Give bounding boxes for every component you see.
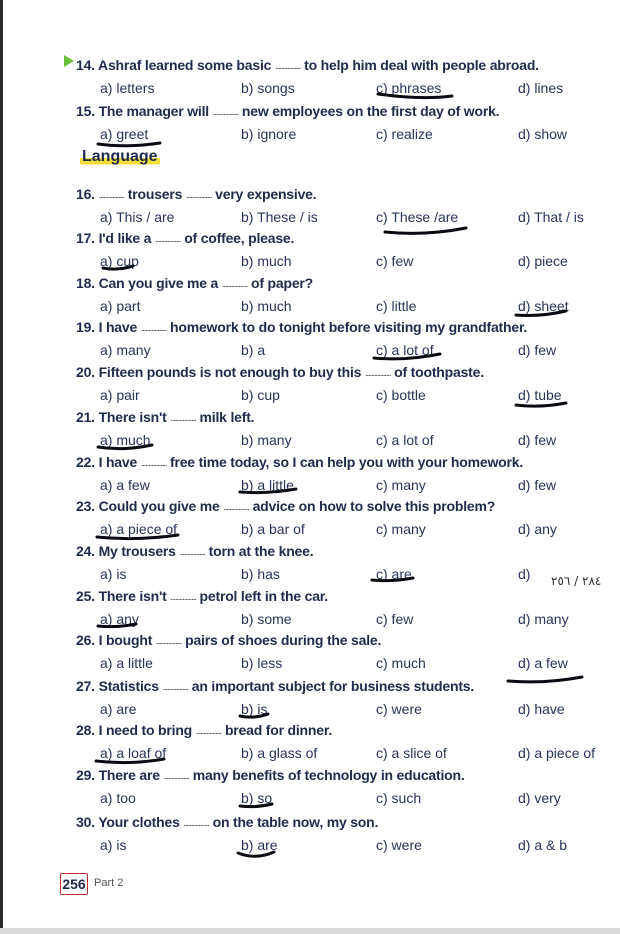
- question-text-before: Ashraf learned some basic: [98, 57, 272, 73]
- answer-option-c[interactable]: c) These /are: [376, 209, 459, 225]
- question-text-before: There are: [98, 767, 160, 783]
- answer-option-b[interactable]: b) a bar of: [241, 521, 305, 537]
- question-number: 26.: [76, 632, 95, 648]
- question-text-before: I have: [98, 319, 138, 335]
- answer-option-b[interactable]: b) songs: [241, 80, 295, 96]
- question-text-before: I need to bring: [98, 722, 193, 738]
- question-text-after: milk left.: [199, 409, 255, 425]
- answer-blank[interactable]: .................: [183, 818, 209, 828]
- answer-blank[interactable]: .................: [223, 502, 249, 512]
- answer-blank[interactable]: .................: [364, 368, 391, 378]
- answer-option-c[interactable]: c) few: [376, 253, 414, 269]
- question-number: 17.: [76, 230, 95, 246]
- question-text-after: many benefits of technology in education.: [192, 767, 465, 783]
- answer-option-a[interactable]: a) too: [100, 790, 136, 806]
- pen-mark-q28-a: [96, 759, 164, 763]
- pen-mark-q30-b: [238, 852, 274, 856]
- question-number: 30.: [76, 814, 95, 830]
- answer-option-b[interactable]: b) a: [241, 342, 266, 358]
- pen-mark-q19-c: [374, 354, 440, 359]
- question-number: 16.: [76, 186, 95, 202]
- answer-option-a[interactable]: a) a loaf of: [100, 745, 167, 761]
- question-text-after: bread for dinner.: [224, 722, 333, 738]
- page-number: 256: [60, 873, 88, 895]
- question-text-before: Could you give me: [98, 498, 220, 514]
- answer-option-d[interactable]: d) show: [518, 126, 568, 142]
- answer-option-c[interactable]: c) realize: [376, 126, 433, 142]
- question-text-before: I bought: [98, 632, 153, 648]
- pen-mark-q29-b: [240, 804, 272, 807]
- question-text-after: torn at the knee.: [208, 543, 314, 559]
- answer-blank[interactable]: .................: [274, 61, 301, 71]
- answer-option-b[interactable]: b) cup: [241, 387, 280, 403]
- answer-option-a[interactable]: a) any: [100, 611, 139, 627]
- answer-option-d[interactable]: d) tube: [518, 387, 562, 403]
- margin-note: ٢٨٤ / ٢٥٦: [551, 574, 602, 588]
- question-number: 22.: [76, 454, 95, 470]
- answer-option-b[interactable]: b) has: [241, 566, 280, 582]
- answer-option-a[interactable]: a) a little: [100, 655, 153, 671]
- answer-option-d[interactable]: d) That / is: [518, 209, 584, 225]
- question-number: 23.: [76, 498, 95, 514]
- answer-option-b[interactable]: b) much: [241, 253, 292, 269]
- question-number: 18.: [76, 275, 95, 291]
- answer-blank[interactable]: .................: [154, 234, 181, 244]
- answer-option-c[interactable]: c) a slice of: [376, 745, 447, 761]
- question-text-before: Can you give me a: [98, 275, 219, 291]
- question-number: 14.: [76, 57, 95, 73]
- part-label: Part 2: [94, 877, 124, 889]
- pen-mark-q21-a: [98, 445, 152, 449]
- question-number: 27.: [76, 678, 95, 694]
- pen-mark-q20-d: [516, 403, 566, 406]
- question-text-after: homework to do tonight before visiting my grandfather.: [170, 319, 528, 335]
- question-number: 24.: [76, 543, 95, 559]
- pen-mark-q24-c: [372, 578, 413, 581]
- question-text-after: on the table now, my son.: [212, 814, 379, 830]
- answer-option-b[interactable]: b) some: [241, 611, 292, 627]
- answer-option-c[interactable]: c) a lot of: [376, 342, 434, 358]
- answer-option-c[interactable]: c) were: [376, 701, 422, 717]
- question-text-before: Your clothes: [98, 814, 180, 830]
- pen-mark-q16-c: [385, 228, 466, 233]
- answer-option-d[interactable]: d) very: [518, 790, 561, 806]
- answer-option-d[interactable]: d) a & b: [518, 837, 568, 853]
- question-text-after: new employees on the first day of work.: [241, 103, 500, 119]
- answer-option-b[interactable]: b) These / is: [241, 209, 318, 225]
- answer-option-d[interactable]: d) any: [518, 521, 557, 537]
- answer-option-c[interactable]: c) few: [376, 611, 414, 627]
- question-text-after: of toothpaste.: [394, 364, 484, 380]
- pen-mark-q27-b: [240, 714, 268, 717]
- answer-blank[interactable]: .................: [163, 771, 190, 781]
- question-number: 29.: [76, 767, 95, 783]
- answer-option-d[interactable]: d) many: [518, 611, 569, 627]
- section-heading-language: Language: [82, 148, 158, 165]
- answer-option-b[interactable]: b) is: [241, 701, 268, 717]
- answer-option-c[interactable]: c) are: [376, 566, 412, 582]
- question-text-before: I have: [98, 454, 138, 470]
- question-text-after: of coffee, please.: [184, 230, 295, 246]
- answer-option-a[interactable]: a) letters: [100, 80, 155, 96]
- question-text-after: free time today, so I can help you with your homework.: [170, 454, 524, 470]
- question-text-before: There isn't: [98, 409, 167, 425]
- pen-mark-q22-b: [240, 489, 296, 493]
- answer-option-c[interactable]: c) bottle: [376, 387, 426, 403]
- answer-blank[interactable]: .................: [195, 726, 222, 736]
- answer-option-d[interactable]: d) piece: [518, 253, 568, 269]
- answer-option-d[interactable]: d): [518, 566, 531, 582]
- answer-option-d[interactable]: d) a few: [518, 655, 568, 671]
- answer-option-a[interactable]: a) much: [100, 432, 151, 448]
- answer-option-b[interactable]: b) so: [241, 790, 273, 806]
- answer-option-c[interactable]: c) much: [376, 655, 426, 671]
- answer-blank[interactable]: .................: [140, 323, 167, 333]
- pen-mark-q17-a: [103, 266, 133, 269]
- answer-option-d[interactable]: d) a piece of: [518, 745, 596, 761]
- answer-option-b[interactable]: b) much: [241, 298, 292, 314]
- answer-blank[interactable]: .................: [98, 190, 125, 200]
- question-text-before: My trousers: [98, 543, 176, 559]
- answer-blank[interactable]: .................: [179, 547, 205, 557]
- question-number: 28.: [76, 722, 95, 738]
- answer-option-d[interactable]: d) have: [518, 701, 565, 717]
- question-text-before: There isn't: [98, 588, 167, 604]
- question-number: 19.: [76, 319, 95, 335]
- answer-option-c[interactable]: c) such: [376, 790, 422, 806]
- answer-option-a[interactable]: a) is: [100, 566, 127, 582]
- question-text-before: Statistics: [98, 678, 159, 694]
- question-text-after: to help him deal with people abroad.: [304, 57, 539, 73]
- question-text-before: Fifteen pounds is not enough to buy this: [98, 364, 362, 380]
- answer-option-b[interactable]: b) a glass of: [241, 745, 318, 761]
- pen-mark-q15-a: [98, 143, 160, 146]
- answer-blank[interactable]: .................: [212, 107, 239, 117]
- answer-option-a[interactable]: a) are: [100, 701, 137, 717]
- answer-option-b[interactable]: b) a little: [241, 477, 294, 493]
- question-number: 20.: [76, 364, 95, 380]
- answer-option-d[interactable]: d) few: [518, 432, 557, 448]
- pen-mark-q26-d: [508, 677, 582, 682]
- answer-option-d[interactable]: d) lines: [518, 80, 564, 96]
- question-text-before: I'd like a: [98, 230, 152, 246]
- answer-blank[interactable]: .................: [155, 636, 182, 646]
- answer-option-c[interactable]: c) a lot of: [376, 432, 434, 448]
- answer-option-b[interactable]: b) are: [241, 837, 278, 853]
- answer-option-a[interactable]: a) a few: [100, 477, 150, 493]
- answer-option-c[interactable]: c) phrases: [376, 80, 442, 96]
- question-text-after: an important subject for business students.: [191, 678, 475, 694]
- answer-option-c[interactable]: c) were: [376, 837, 422, 853]
- answer-option-b[interactable]: b) ignore: [241, 126, 297, 142]
- answer-option-b[interactable]: b) less: [241, 655, 283, 671]
- question-number: 25.: [76, 588, 95, 604]
- answer-option-a[interactable]: a) a piece of: [100, 521, 178, 537]
- answer-option-a[interactable]: a) part: [100, 298, 141, 314]
- pen-mark-q18-d: [516, 311, 566, 316]
- answer-blank[interactable]: .................: [162, 682, 189, 692]
- answer-option-a[interactable]: a) many: [100, 342, 151, 358]
- answer-option-a[interactable]: a) pair: [100, 387, 140, 403]
- answer-blank[interactable]: .................: [170, 592, 196, 602]
- pen-mark-q25-a: [98, 624, 136, 627]
- question-text-after: of paper?: [251, 275, 314, 291]
- pen-mark-q23-a: [97, 535, 178, 539]
- question-number: 15.: [76, 103, 95, 119]
- answer-blank[interactable]: .................: [185, 190, 212, 200]
- answer-blank[interactable]: .................: [170, 413, 196, 423]
- question-text-after-2: very expensive.: [215, 186, 317, 202]
- answer-option-c[interactable]: c) many: [376, 521, 426, 537]
- answer-option-a[interactable]: a) is: [100, 837, 127, 853]
- answer-blank[interactable]: .................: [140, 458, 167, 468]
- answer-option-d[interactable]: d) few: [518, 342, 557, 358]
- answer-option-a[interactable]: a) greet: [100, 126, 149, 142]
- question-text-before: The manager will: [98, 103, 209, 119]
- pen-mark-q14-c: [378, 94, 452, 98]
- answer-option-a[interactable]: a) This / are: [100, 209, 175, 225]
- answer-option-c[interactable]: c) many: [376, 477, 426, 493]
- answer-option-b[interactable]: b) many: [241, 432, 292, 448]
- question-text-after: advice on how to solve this problem?: [252, 498, 496, 514]
- question-text-after: pairs of shoes during the sale.: [185, 632, 382, 648]
- question-text-after: trousers: [127, 186, 183, 202]
- question-number: 21.: [76, 409, 95, 425]
- answer-option-d[interactable]: d) sheet: [518, 298, 569, 314]
- answer-option-a[interactable]: a) cup: [100, 253, 139, 269]
- answer-option-c[interactable]: c) little: [376, 298, 417, 314]
- answer-option-d[interactable]: d) few: [518, 477, 557, 493]
- question-text-after: petrol left in the car.: [199, 588, 328, 604]
- answer-blank[interactable]: .................: [221, 279, 248, 289]
